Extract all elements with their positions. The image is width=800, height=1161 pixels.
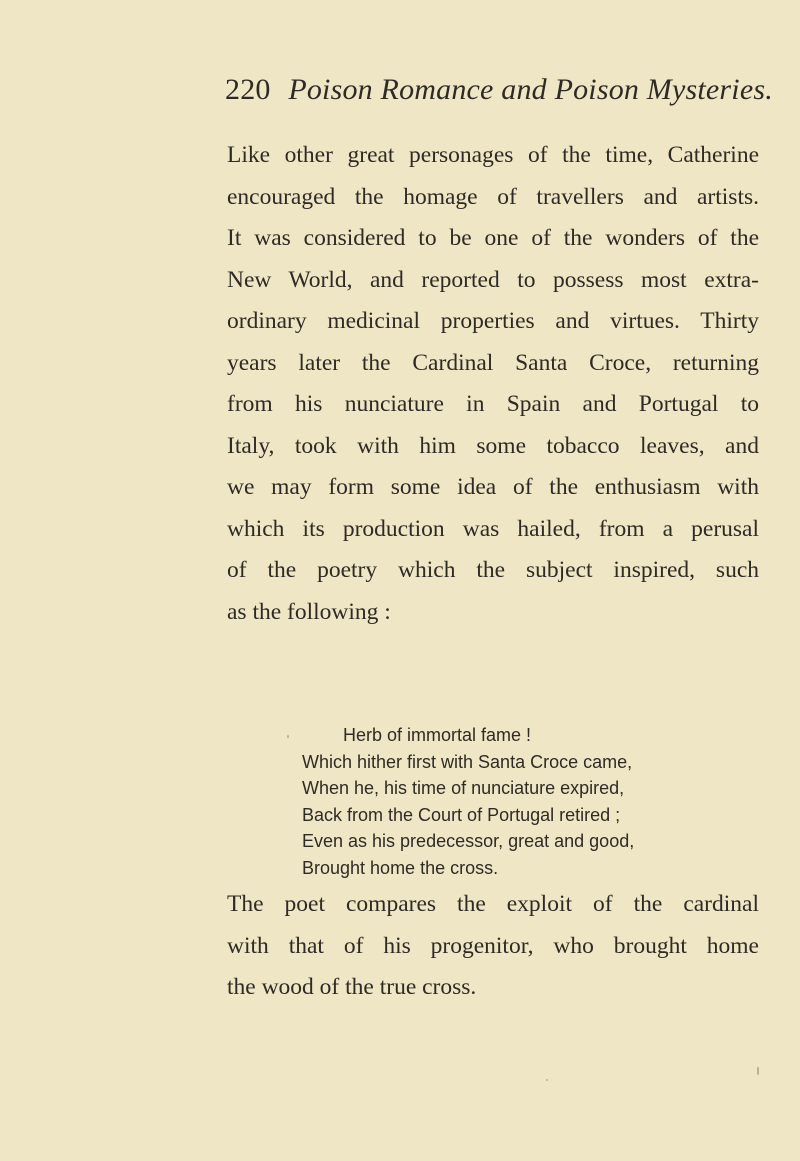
running-title: Poison Romance and Poison Mysteries.	[288, 73, 773, 106]
poem-line: Brought home the cross.	[302, 857, 499, 878]
poem-line: Back from the Court of Portugal retired ;	[302, 804, 621, 825]
text-line: of the poetry which the subject inspired, such	[227, 557, 759, 583]
poem-line: Even as his predecessor, great and good,	[302, 831, 635, 851]
poem-block	[302, 722, 634, 881]
paper-speck	[757, 1067, 759, 1075]
text-line: It was considered to be one of the wonders of the	[227, 225, 759, 251]
text-line: with that of his progenitor, who brought home	[227, 932, 759, 959]
text-line: the wood of the true cross.	[227, 974, 477, 1000]
text-line: we may form some idea of the enthusiasm with	[227, 474, 759, 500]
text-line: Like other great personages of the time, Catherine	[227, 142, 759, 168]
text-line: ordinary medicinal properties and virtues. Thirty	[227, 308, 759, 334]
text-line: encouraged the homage of travellers and artists.	[227, 183, 759, 210]
paragraph-1	[227, 135, 759, 633]
poem-line: When he, his time of nunciature expired,	[302, 778, 625, 798]
text-line: years later the Cardinal Santa Croce, returning	[227, 349, 759, 376]
text-line: as the following :	[227, 598, 391, 625]
text-line: New World, and reported to possess most extra-	[227, 266, 759, 293]
text-line: from his nunciature in Spain and Portugal to	[227, 391, 759, 417]
page-number: 220	[225, 73, 271, 106]
poem-line: Which hither first with Santa Croce came,	[302, 751, 633, 772]
paper-speck	[546, 1079, 548, 1081]
text-line: The poet compares the exploit of the cardinal	[227, 891, 759, 917]
poem-line: Herb of immortal fame !	[343, 725, 532, 745]
text-line: which its production was hailed, from a perusal	[227, 515, 759, 542]
paper-speck	[287, 735, 289, 738]
running-head	[225, 70, 773, 110]
paragraph-2	[227, 884, 759, 1009]
text-line: Italy, took with him some tobacco leaves, and	[227, 432, 759, 459]
